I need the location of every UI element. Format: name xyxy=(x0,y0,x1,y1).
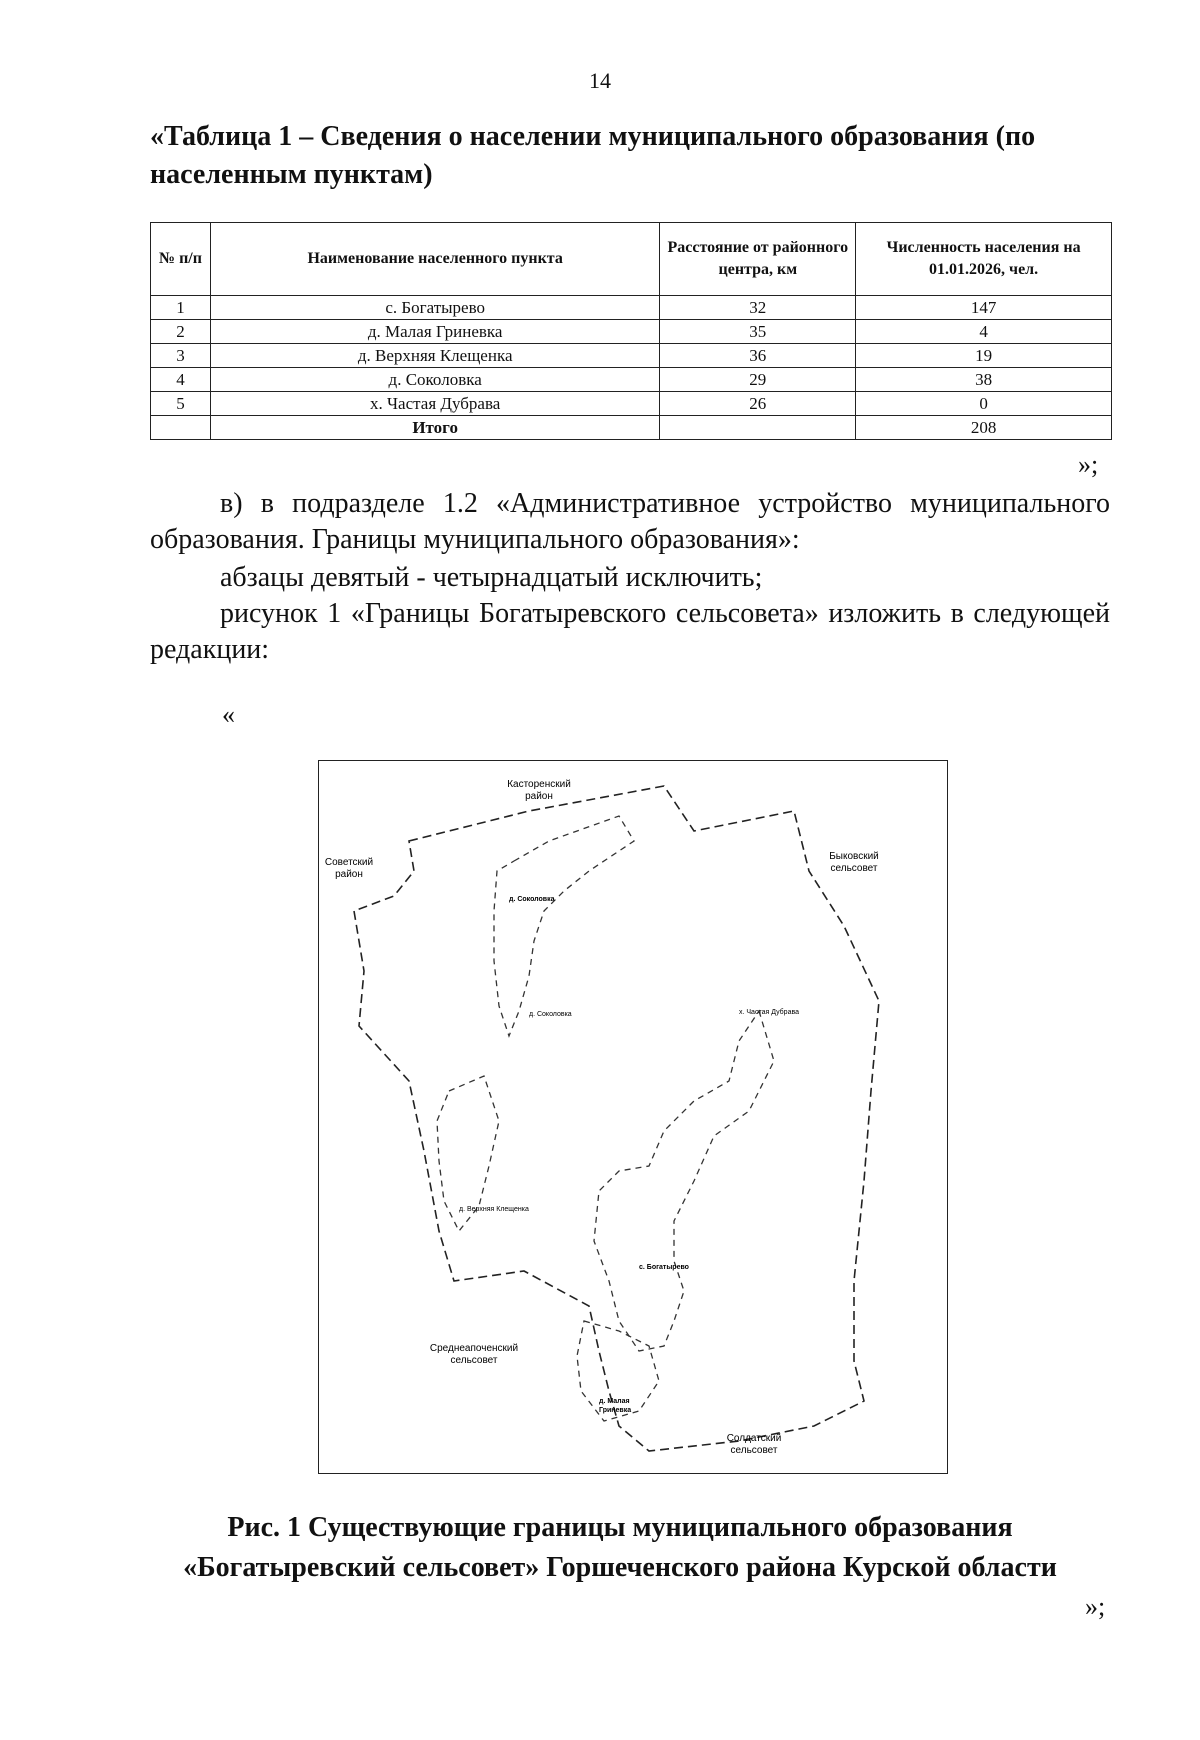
total-value: 208 xyxy=(856,416,1112,440)
population-table xyxy=(150,222,1112,440)
paragraph-exclude: абзацы девятый - четырнадцатый исключить; xyxy=(220,562,763,593)
map-label-kastorensky: Касторенский xyxy=(507,779,571,790)
figure-closing-quote: »; xyxy=(1085,1592,1106,1621)
row-population: 19 xyxy=(856,344,1112,368)
table-row xyxy=(151,368,1112,392)
map-label-sredneapochensky-2: сельсовет xyxy=(450,1355,498,1366)
figure-caption-line2: «Богатыревский сельсовет» Горшеченского района Курской области xyxy=(183,1552,1057,1583)
table-row xyxy=(151,296,1112,320)
map-label-sredneapochensky: Среднеапоченский xyxy=(429,1343,519,1354)
sokolovka-outline xyxy=(494,816,634,1036)
page-number: 14 xyxy=(589,68,611,93)
header-number: № п/п xyxy=(151,223,211,296)
total-distance-empty xyxy=(660,416,856,440)
row-settlement: д. Соколовка xyxy=(210,368,659,392)
row-distance: 29 xyxy=(660,368,856,392)
figure-caption xyxy=(140,1508,1100,1588)
row-settlement: д. Малая Гриневка xyxy=(210,320,659,344)
row-settlement: с. Богатырево xyxy=(210,296,659,320)
table-closing-quote: »; xyxy=(1078,450,1099,479)
boundary-map-svg xyxy=(319,761,947,1473)
header-population: Численность населения на 01.01.2026, чел. xyxy=(856,223,1112,296)
total-number-empty xyxy=(151,416,211,440)
row-number: 2 xyxy=(151,320,211,344)
table-row xyxy=(151,392,1112,416)
row-settlement: х. Частая Дубрава xyxy=(210,392,659,416)
row-population: 4 xyxy=(856,320,1112,344)
paragraph-subsection: в) в подразделе 1.2 «Административное устройство муниципального образования. Границы муниципального образования»: xyxy=(150,488,1110,555)
map-label-malaya-grinevka: д. Малая xyxy=(599,1398,630,1405)
table-title: «Таблица 1 – Сведения о населении муниципального образования (по населенным пунктам) xyxy=(150,121,1036,190)
map-label-verkhnyaya-kleshchenka: д. Верхняя Клещенка xyxy=(459,1206,529,1213)
map-label-sovetsky: Советский xyxy=(324,857,374,868)
map-label-bogatyrevo: с. Богатырево xyxy=(639,1264,689,1271)
row-number: 4 xyxy=(151,368,211,392)
figure-opening-quote: « xyxy=(222,700,235,729)
row-population: 38 xyxy=(856,368,1112,392)
row-settlement: д. Верхняя Клещенка xyxy=(210,344,659,368)
row-distance: 32 xyxy=(660,296,856,320)
map-label-kastorensky-2: район xyxy=(525,791,553,802)
settlement-core-outline xyxy=(594,1011,774,1351)
header-distance: Расстояние от районного центра, км xyxy=(660,223,856,296)
table-row xyxy=(151,344,1112,368)
grinevka-outline xyxy=(577,1321,659,1421)
table-row xyxy=(151,320,1112,344)
row-distance: 36 xyxy=(660,344,856,368)
row-number: 1 xyxy=(151,296,211,320)
boundary-map xyxy=(318,760,948,1474)
row-population: 0 xyxy=(856,392,1112,416)
map-label-sokolovka-2: д. Соколовка xyxy=(529,1011,572,1018)
map-label-soldatsky-2: сельсовет xyxy=(730,1445,778,1456)
table-total-row xyxy=(151,416,1112,440)
row-population: 147 xyxy=(856,296,1112,320)
table-header-row xyxy=(151,223,1112,296)
paragraph-figure-edit: рисунок 1 «Границы Богатыревского сельсовета» изложить в следующей редакции: xyxy=(150,598,1110,665)
map-label-malaya-grinevka-2: Гриневка xyxy=(599,1407,632,1414)
row-distance: 26 xyxy=(660,392,856,416)
row-distance: 35 xyxy=(660,320,856,344)
map-label-chastaya-dubrava: х. Частая Дубрава xyxy=(739,1009,800,1016)
row-number: 3 xyxy=(151,344,211,368)
map-label-sokolovka: д. Соколовка xyxy=(509,896,555,903)
map-label-soldatsky: Солдатский xyxy=(726,1433,782,1444)
row-number: 5 xyxy=(151,392,211,416)
figure-caption-line1: Рис. 1 Существующие границы муниципального образования xyxy=(227,1512,1013,1543)
header-settlement-name: Наименование населенного пункта xyxy=(210,223,659,296)
map-label-sovetsky-2: район xyxy=(335,869,363,880)
map-label-bykovsky: Быковский xyxy=(829,851,879,862)
total-label: Итого xyxy=(210,416,659,440)
map-label-bykovsky-2: сельсовет xyxy=(830,863,878,874)
